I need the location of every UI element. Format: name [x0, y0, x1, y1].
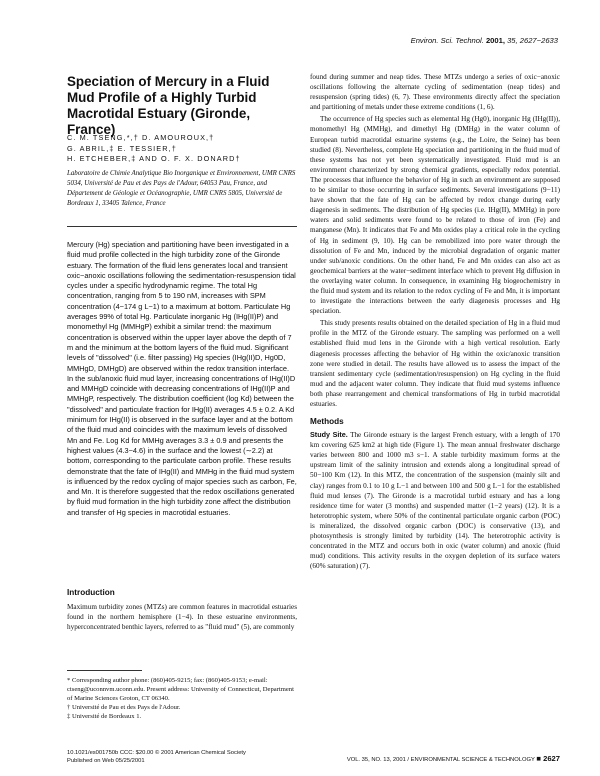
right-column	[310, 72, 560, 571]
doi-line: 10.1021/es001750b CCC: $20.00 © 2001 American Chemical Society	[67, 750, 246, 756]
study-site-text: The Gironde estuary is the largest French estuary, with a length of 170 km covering 625 km2 at high tide (Figure 1). The mean annual freshwater discharge varies between 800 and 1000 m3 s−1. A stable turbidity maximum forms at the upstream limit of the salinity intrusion and extends along a longitudinal spread of 50−100 Km (12). In this MTZ, the concentration of the suspension (mainly silt and clay) ranges from 0.1 to 10 g L−1 and between 100 and 500 g L−1 for the established fluid mud lenses (7). The Gironde is a macrotidal turbid estuary and has a long residence time for water (3 months) and suspended matter (1−2 years) (12). It is a heterotrophic system, where 50% of the continental particulate organic carbon (POC) is mineralized, the dissolved organic carbon (DOC) is conservative (13), and photosynthesis is strongly limited by turbidity (14). The heterotrophic activity is concentrated in the MTZ and occurs both in oxic (water column) and anoxic (fluid mud) conditions. This activity results in the oxygen depletion of its surface waters (60% saturation) (7).	[310, 431, 560, 571]
page-footer	[310, 754, 560, 763]
footer-journal-info: VOL. 35, NO. 13, 2001 / ENVIRONMENTAL SCIENCE & TECHNOLOGY	[346, 757, 535, 763]
study-site-paragraph	[310, 430, 560, 571]
journal-name: Environ. Sci. Technol.	[410, 36, 484, 45]
affiliation: Laboratoire de Chimie Analytique Bio Inorganique et Environnement, UMR CNRS 5034, Université de Pau et des Pays de l'Adour, 64053 Pau, France, and Département de Géologie et Océanographie, UMR CNRS 5805, Université de Bordeaux 1, 33405 Talence, France	[67, 170, 296, 207]
methods-heading: Methods	[310, 417, 344, 427]
article-title: Speciation of Mercury in a Fluid Mud Profile of a Highly Turbid Macrotidal Estuary (Gironde, France)	[67, 74, 270, 137]
author-line-1: C. M. TSENG,*,† D. AMOUROUX,†	[67, 133, 215, 142]
page-number: ■ 2627	[536, 754, 560, 763]
doi-block	[67, 750, 307, 765]
introduction-heading: Introduction	[67, 588, 115, 597]
introduction-section	[67, 588, 297, 632]
introduction-text: Maximum turbidity zones (MTZs) are common features in macrotidal estuaries found in the northern hemisphere (1−4). In these estuarine environments, hyperconcentrated benthic layers, referred to as "fluid mud" (5), are commonly	[67, 603, 297, 632]
footnote-corresponding: * Corresponding author phone: (860)405-9215; fax: (860)405-9153; e-mail: ctseng@uconnvm.uconn.edu. Present address: University of Connecticut, Department of Marine Sciences Groton, CT 06340.	[67, 677, 294, 702]
abstract-top-rule	[67, 226, 297, 227]
right-paragraph-2: The occurrence of Hg species such as elemental Hg (Hg0), inorganic Hg (IHg(II)), monomethyl Hg (MMHg), and dimethyl Hg (DMHg) in the water column of European turbid macrotidal estuarine systems (e.g., the Loire, the Seine) has been studied (8). Nevertheless, complete Hg speciation and partitioning in the fluid mud of these systems has not yet been systematically investigated. Fluid mud is an environment characterized by strong chemical gradients, especially redox potential. The processes that influence the behavior of Hg in such an environment are supposed to be similar to those occurring in surface sediments. Several investigations (9−11) have shown that the fate of Hg can be affected by redox change during early diagenesis in sediments. The distribution of Hg species (i.e. IHg(II), MMHg) in pore waters and solid sediments were found to be related to those of iron (Fe) and manganese (Mn). It indicates that Fe and Mn oxides play a critical role in the cycling of Hg in sediment (9, 10). Hg can be remobilized into pore water through the dissolution of Fe and Mn, induced by the microbial degradation of organic matter under sub/anoxic conditions. On the other hand, Fe and Mn oxides can also act as geochemical barriers at the water−sediment interface which to prevent Hg diffusion in the overlaying water column. In consequence, in examining Hg biogeochemistry in the fluid mud system and its relation to the redox cycling of Fe and Mn, it is important to investigate the interactions between the early diagenesis processes and Hg speciation.	[310, 115, 560, 316]
footnotes	[67, 676, 297, 721]
page-number-value: 2627	[543, 754, 560, 763]
journal-pages: 2627−2633	[519, 36, 558, 45]
journal-volume: 35,	[507, 36, 518, 45]
abstract: Mercury (Hg) speciation and partitioning have been investigated in a fluid mud profile collected in the high turbidity zone of the Gironde estuary. The formation of the fluid lens generates local and transient oxic−anoxic oscillations following the sedimentation-resuspension tidal cycles under a specific hydrodynamic regime. The total Hg concentration, ranging from 5 to 190 nM, increases with SPM concentration (4−174 g L−1) to a maximum at bottom. Particulate Hg averages 99% of total Hg. Particulate inorganic Hg (IHg(II)P) and monomethyl Hg (MMHgP) exhibit a similar trend: the maximum concentration is observed within the upper layer above the depth of 7 m and the minimum at the bottom layers of the fluid mud. Significant levels of "dissolved" (i.e. filter passing) Hg species (IHg(II)D, Hg0D, MMHgD, DMHgD) are observed within the redox transition interface. In the sub/anoxic fluid mud layer, increasing concentrations of IHg(II)D and MMHgD coincide with decreasing concentrations of IHg(II)P and MMHgP, respectively. The distribution coefficient (log Kd) between the "dissolved" and particulate fraction for IHg(II) averages 4.5 ± 0.2. A Kd minimum for IHg(II) is observed in the surface layer and at the bottom of the fluid mud and coincides with the maximum levels of dissolved Mn and Fe. Log Kd for MMHg averages 3.3 ± 0.9 and presents the highest values (4.3−4.6) in the surface and the lowest (∼2.2) at bottom, corresponding to the particulate carbon profile. These results demonstrate that the fate of IHg(II) and MMHg in the fluid mud system is influenced by the redox cycling of major species such as carbon, Fe, and Mn. It is therefore suggested that the redox oscillations generated by fluid mud formation in the high turbidity zone affect the distribution and transfer of Hg species in macrotidal estuaries.	[67, 240, 297, 517]
author-line-2: G. ABRIL,‡ E. TESSIER,†	[67, 143, 177, 153]
footnote-dagger: † Université de Pau et des Pays de l'Adour.	[67, 704, 181, 711]
author-line-3: H. ETCHEBER,‡ AND O. F. X. DONARD†	[67, 154, 241, 163]
footnote-ddagger: ‡ Université de Bordeaux 1.	[67, 713, 142, 720]
footnote-rule	[67, 670, 142, 671]
study-site-label: Study Site.	[310, 430, 348, 440]
journal-header	[0, 36, 558, 45]
right-paragraph-3: This study presents results obtained on the detailed speciation of Hg in a fluid mud profile in the MTZ of the Gironde estuary. The sampling was performed on a well established fluid mud lens in the Gironde with a high vertical resolution. Early diagenesis processes affecting the behavior of Hg within the oxic/anoxic transition zone were studied in detail. The results have allowed us to assess the impact of the transient sedimentary cycle (sedimentation/resuspension) on Hg cycling in the fluid mud and the adjacent water column. They indicate that fluid mud systems influence both phase rearrangement and chemical transformations of Hg in turbid macrotidal estuaries.	[310, 319, 560, 408]
published-line: Published on Web 05/25/2001	[67, 757, 145, 764]
author-list	[67, 133, 297, 165]
journal-year: 2001,	[485, 36, 505, 45]
right-paragraph-1: found during summer and neap tides. These MTZs undergo a series of oxic−anoxic oscillations following the alternate cycling of sedimentation (neap tides) and resuspension (spring tides) (6, 7). These environments directly affect the speciation and partitioning of metals under these extreme conditions (1, 6).	[310, 73, 560, 112]
